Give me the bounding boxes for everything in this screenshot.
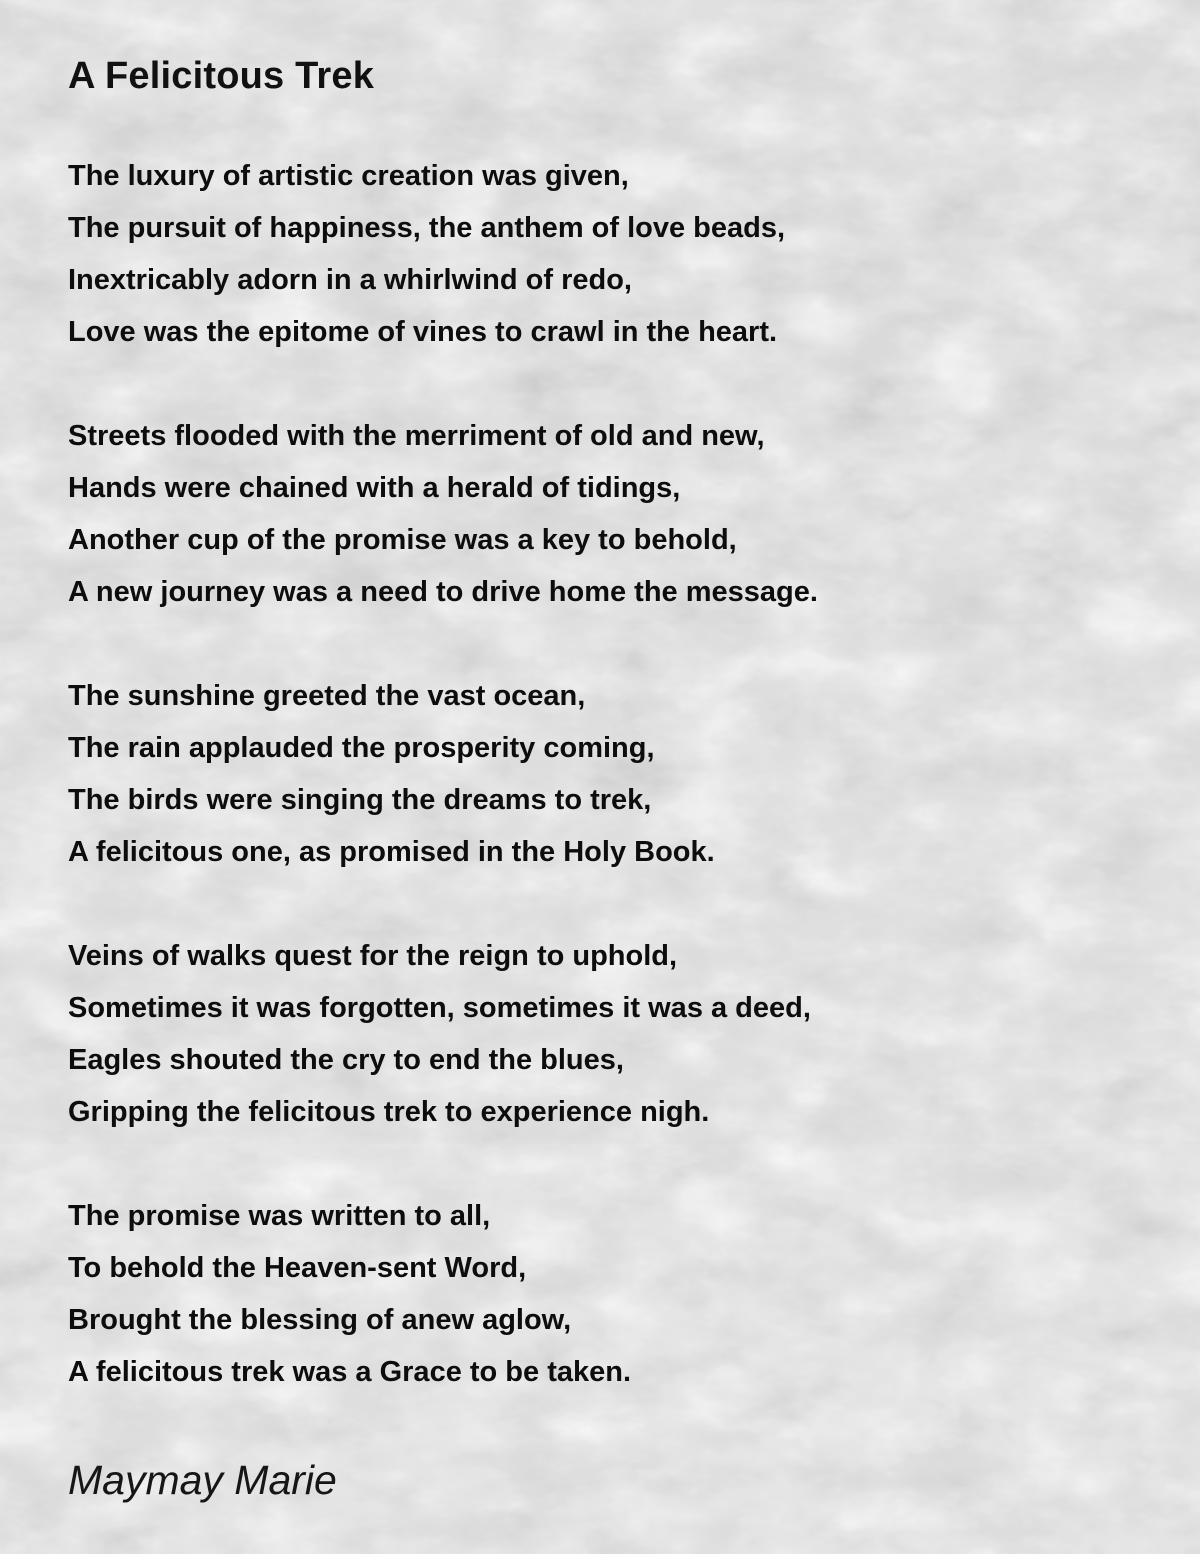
poem-line: Hands were chained with a herald of tidings, <box>68 472 681 504</box>
poem-title: A Felicitous Trek <box>68 55 375 97</box>
stanza-3 <box>68 670 715 878</box>
stanza-5 <box>68 1190 631 1398</box>
poem-line: Inextricably adorn in a whirlwind of redo, <box>68 264 632 296</box>
stanza-2 <box>68 410 818 618</box>
poem-line: Streets flooded with the merriment of old and new, <box>68 420 765 452</box>
poem-line: Love was the epitome of vines to crawl in the heart. <box>68 316 778 348</box>
poem-line: Another cup of the promise was a key to behold, <box>68 524 737 556</box>
poem-line: Veins of walks quest for the reign to uphold, <box>68 940 678 972</box>
stanza-4 <box>68 930 811 1138</box>
poem-line: Eagles shouted the cry to end the blues, <box>68 1044 624 1076</box>
poem-line: A felicitous trek was a Grace to be taken. <box>68 1356 632 1388</box>
poem-author: Maymay Marie <box>68 1457 337 1503</box>
poem-line: The pursuit of happiness, the anthem of love beads, <box>68 212 786 244</box>
poem-line: To behold the Heaven-sent Word, <box>68 1252 527 1284</box>
poem-line: The sunshine greeted the vast ocean, <box>68 680 586 712</box>
poem-line: Gripping the felicitous trek to experience nigh. <box>68 1096 710 1128</box>
poem-line: A new journey was a need to drive home the message. <box>68 576 818 608</box>
stanza-1 <box>68 150 785 358</box>
poem-line: A felicitous one, as promised in the Holy Book. <box>68 836 715 868</box>
poem-line: The birds were singing the dreams to trek, <box>68 784 652 816</box>
poem-line: Brought the blessing of anew aglow, <box>68 1304 572 1336</box>
poem-line: The rain applauded the prosperity coming, <box>68 732 655 764</box>
poem-line: The promise was written to all, <box>68 1200 491 1232</box>
poem-line: The luxury of artistic creation was given, <box>68 160 629 192</box>
poem-line: Sometimes it was forgotten, sometimes it was a deed, <box>68 992 811 1024</box>
